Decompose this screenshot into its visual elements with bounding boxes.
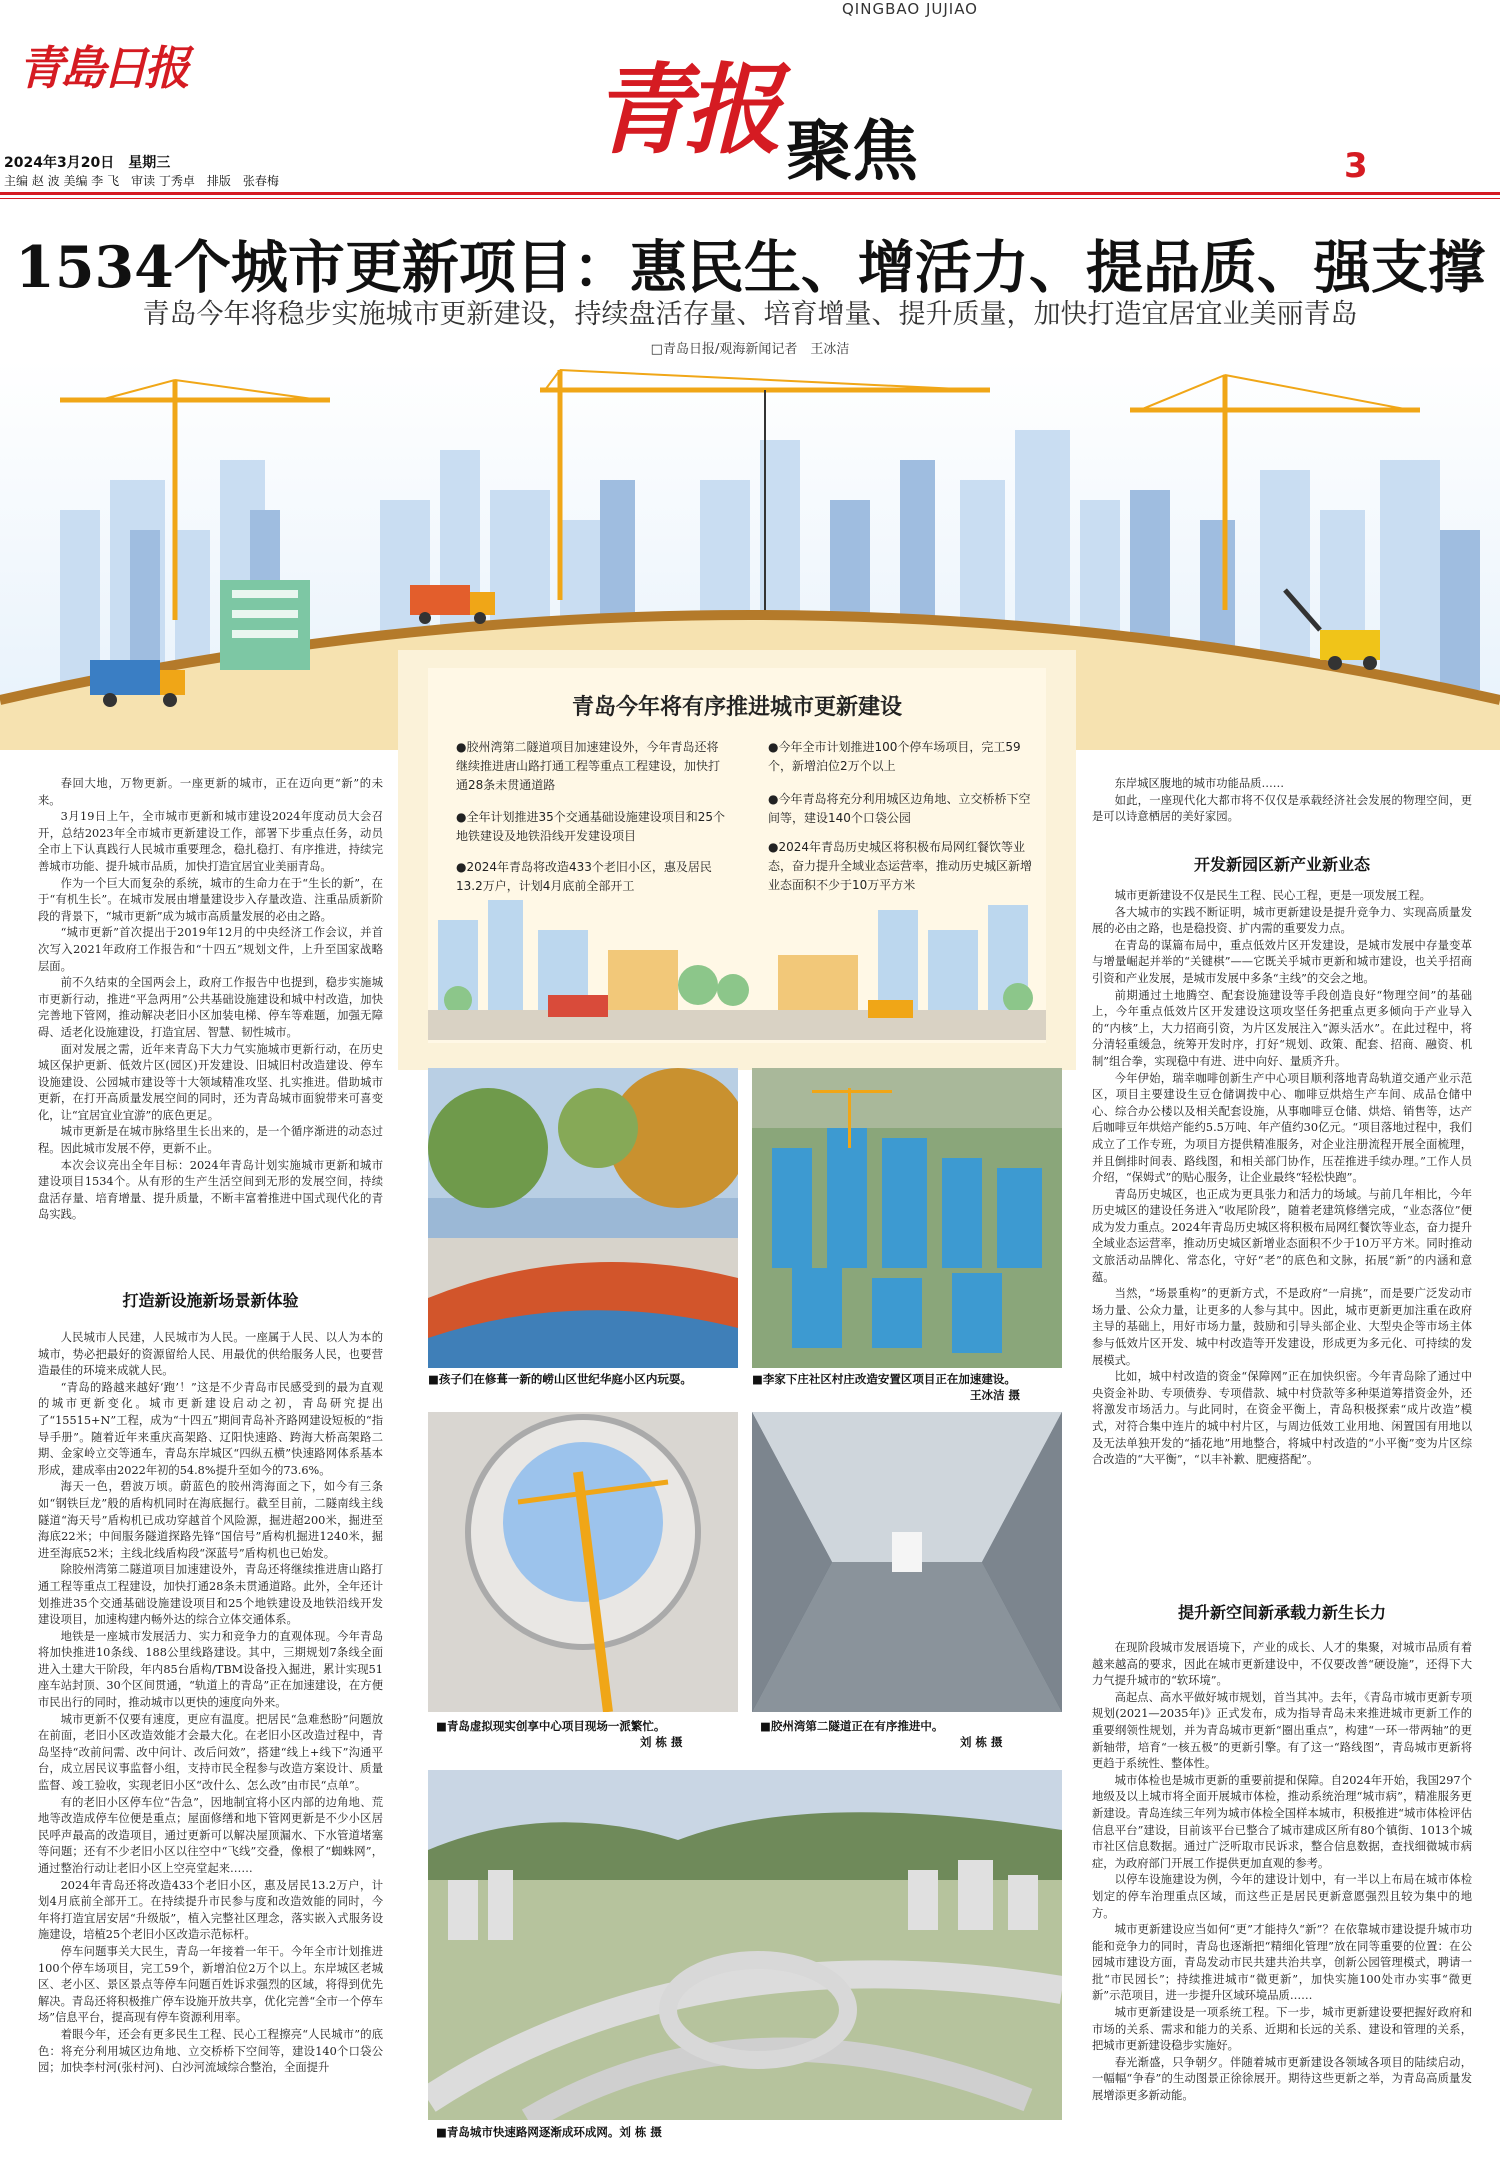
fact-left-2: ●全年计划推进35个交通基础设施建设项目和25个地铁建设及地铁沿线开发建设项目 [456, 810, 726, 843]
section-heading-3: 提升新空间新承载力新生长力 [1177, 1603, 1386, 1622]
paragraph: 停车问题事关大民生，青岛一年接着一年干。今年全市计划推进100个停车场项目，完工59个，新增泊位2万个以上。东岸城区老城区、老小区、景区景点等停车问题百姓诉求强烈的区域，将得到优先解决。青岛还将积极推广停车设施开放共享，优化完善“全市一个停车场”信息平台，提高现有停车资源利用率。 [38, 1944, 383, 2025]
header-rule-thin [0, 198, 1500, 199]
paragraph: “青岛的路越来越好‘跑’！”这是不少青岛市民感受到的最为直观的城市更新变化。城市更新建设启动之初，青岛研究提出了“15515+N”工程，成为“十四五”期间青岛补齐路网建设短板的“指导手册”。随着近年来重庆高架路、辽阳快速路、跨海大桥高架路二期、金家岭立交等通车，青岛东岸城区“四纵五横”快速路网体系基本形成，建成率由2022年初的54.8%提升至如今的73.6%。 [38, 1380, 383, 1477]
section-heading-2: 开发新园区新产业新业态 [1193, 855, 1370, 874]
paragraph: 各大城市的实践不断证明，城市更新建设是提升竞争力、实现高质量发展的必由之路，也是稳投资、扩内需的重要发力点。 [1092, 905, 1472, 936]
section-masthead-red: 青报 [592, 53, 777, 168]
article-byline: □青岛日报/观海新闻记者 王冰洁 [650, 342, 850, 357]
photo-resettlement-construction [752, 1068, 1062, 1368]
issue-date: 2024年3月20日 星期三 [4, 155, 171, 171]
paragraph: 有的老旧小区停车位“告急”，因地制宜将小区内部的边角地、荒地等改造成停车位便是重点；屋面修缮和地下管网更新是不少小区居民呼声最高的改造项目，通过更新可以解决屋顶漏水、下水管道堵塞等问题；还有不少老旧小区以往空中“飞线”交叠，像根了“蜘蛛网”，通过整治行动让老旧小区上空亮堂起来…… [38, 1795, 383, 1875]
caption-3: ■青岛虚拟现实创享中心项目现场一派繁忙。 [436, 1719, 666, 1733]
caption-3-credit: 刘 栋 摄 [640, 1735, 683, 1749]
article-headline: 1534个城市更新项目：惠民生、增活力、提品质、强支撑 [15, 234, 1485, 301]
fact-left-3: ●2024年青岛将改造433个老旧小区，惠及居民13.2万户，计划4月底前全部开工 [456, 860, 712, 893]
photo-expressway-network [428, 1770, 1062, 2120]
caption-4-credit: 刘 栋 摄 [960, 1735, 1003, 1749]
paragraph: 春回大地，万物更新。一座更新的城市，正在迈向更“新”的未来。 [38, 777, 383, 807]
page-number: 3 [1344, 146, 1368, 186]
paragraph: 前不久结束的全国两会上，政府工作报告中也提到，稳步实施城市更新行动，推进“平急两用”公共基础设施建设和城中村改造，加快完善地下管网，推动解决老旧小区加装电梯、停车等难题，加强无障碍、适老化设施建设，打造宜居、智慧、韧性城市。 [38, 976, 383, 1039]
paragraph: 城市体检也是城市更新的重要前提和保障。自2024年开始，我国297个地级及以上城市将全面开展城市体检，推动系统治理“城市病”，精准服务更新建设。青岛连续三年列为城市体检全国样本城市，积极推进“城市体检评估信息平台”建设，目前该平台已整合了城市建成区所有80个镇街、1013个城市社区信息数据。通过广泛听取市民诉求，整合信息数据，查找细微城市病症，为政府部门开展工作提供更加直观的参考。 [1092, 1773, 1472, 1870]
paragraph: 以停车设施建设为例，今年的建设计划中，有一半以上布局在城市体检划定的停车治理重点区域，而这些正是居民更新意愿强烈且较为集中的地方。 [1092, 1873, 1472, 1920]
paragraph: 城市更新建设是一项系统工程。下一步，城市更新建设要把握好政府和市场的关系、需求和能力的关系、近期和长远的关系、建设和管理的关系，把城市更新建设稳步实施好。 [1092, 2006, 1472, 2053]
paragraph: 海天一色，碧波万顷。蔚蓝色的胶州湾海面之下，如今有三条如“钢铁巨龙”般的盾构机同时在海底掘行。截至目前，二隧南线主线隧道“海天号”盾构机已成功穿越首个风险源，掘进超200米，掘进至海底22米；中间服务隧道探路先锋“国信号”盾构机掘进1240米，掘进至海底52米；主线北线盾构段“深蓝号”盾构机也已始发。 [38, 1480, 383, 1560]
paragraph: 面对发展之需，近年来青岛下大力气实施城市更新行动，在历史城区保护更新、低效片区(园区)开发建设、旧城旧村改造建设、停车设施建设、公园城市建设等十大领域精准攻坚、扎实推进。借助城市更新，在打开高质量发展空间的同时，还为青岛城市面貌带来可喜变化，让“宜居宜业宜游”的底色更足。 [38, 1042, 383, 1122]
paragraph: 城市更新不仅要有速度，更应有温度。把居民“急难愁盼”问题放在前面，老旧小区改造效能才会最大化。在老旧小区改造过程中，青岛坚持“改前问需、改中问计、改后问效”，搭建“线上+线下”沟通平台，成立居民议事监督小组，支持市民全程参与改造方案设计、质量监督、竣工验收，实现老旧小区“改什么、怎么改”由市民“点单”。 [38, 1712, 383, 1793]
column-4-mid [1092, 888, 1472, 1578]
column-1-intro [38, 776, 383, 1224]
caption-1: ■孩子们在修葺一新的崂山区世纪华庭小区内玩耍。 [428, 1372, 692, 1386]
caption-4: ■胶州湾第二隧道正在有序推进中。 [760, 1719, 944, 1733]
paragraph: 3月19日上午，全市城市更新和城市建设2024年度动员大会召开，总结2023年全市城市更新建设工作，部署下步重点任务，动员全市上下认真践行人民城市重要理念，稳扎稳打、有序推进，持续完善城市功能、提升城市品质，加快打造宜居宜业美丽青岛。 [38, 810, 383, 873]
paragraph: 城市更新建设不仅是民生工程、民心工程，更是一项发展工程。 [1114, 889, 1431, 902]
paragraph: 当然，“场景重构”的更新方式，不是政府“一肩挑”，而是要广泛发动市场力量、公众力量，让更多的人参与其中。因此，城市更新更加注重在政府主导的基础上，用好市场力量，鼓励和引导头部企业、大型央企等市场主体参与低效片区开发、城中村改造等开发建设，形成更为多元化、可持续的发展模式。 [1092, 1287, 1472, 1367]
photo-community-playground [428, 1068, 738, 1368]
paragraph: 在青岛的谋篇布局中，重点低效片区开发建设，是城市发展中存量变革与增量崛起并举的“关键棋”——它既关乎城市更新和城市建设，也关乎招商引资和产业发展，是城市发展中多条“主线”的交会之地。 [1092, 938, 1472, 985]
paragraph: “城市更新”首次提出于2019年12月的中央经济工作会议，并首次写入2021年政府工作报告和“十四五”规划文件，上升至国家战略层面。 [38, 926, 383, 973]
fact-right-2: ●今年青岛将充分利用城区边角地、立交桥桥下空间等，建设140个口袋公园 [768, 792, 1031, 825]
fact-right-1: ●今年全市计划推进100个停车场项目，完工59个，新增泊位2万个以上 [768, 740, 1021, 773]
paragraph: 青岛历史城区，也正成为更具张力和活力的场域。与前几年相比，今年历史城区的建设任务进入“收尾阶段”，随着老建筑修缮完成，“业态落位”便成为发力重点。2024年青岛历史城区将积极布局网红餐饮等业态，奋力提升全域业态运营率，推动历史城区新增业态面积不少于10万平方米。同时推动文旅活动品牌化、常态化，守好“老”的底色和文脉，拓展“新”的内涵和意蕴。 [1092, 1187, 1472, 1284]
fact-right-3: ●2024年青岛历史城区将积极布局网红餐饮等业态，奋力提升全域业态运营率，推动历史城区新增业态面积不少于10万平方米 [768, 840, 1033, 892]
infographic-title: 青岛今年将有序推进城市更新建设 [571, 694, 902, 720]
caption-5: ■青岛城市快速路网逐渐成环成网。刘 栋 摄 [436, 2125, 662, 2139]
section-pinyin: QINGBAO JUJIAO [842, 0, 978, 18]
column-1-main [38, 1330, 383, 2165]
caption-2: ■李家下庄社区村庄改造安置区项目正在加速建设。 [752, 1372, 1016, 1386]
paragraph: 人民城市人民建，人民城市为人民。一座属于人民、以人为本的城市，势必把最好的资源留给人民、用最优的供给服务人民，也要营造最佳的环境来成就人民。 [38, 1331, 383, 1378]
header-rule [0, 192, 1500, 195]
photo-jiaozhou-bay-tunnel [752, 1412, 1062, 1712]
paragraph: 地铁是一座城市发展活力、实力和竞争力的直观体现。今年青岛将加快推进10条线、188公里线路建设。其中，三期规划7条线全面进入土建大干阶段，年内85台盾构/TBM设备投入掘进，累计实现51座车站封顶、30个区间贯通，“轨道上的青岛”正在加速建设，在方便市民出行的同时，推动城市以更快的速度向外来。 [38, 1629, 383, 1710]
infographic-street-illustration [428, 900, 1046, 1040]
paragraph: 着眼今年，还会有更多民生工程、民心工程擦亮“人民城市”的底色：将充分利用城区边角地、立交桥桥下空间等，建设140个口袋公园；加快李村河(张村河)、白沙河流域综合整治，全面提升 [38, 2027, 383, 2075]
article-subhead: 青岛今年将稳步实施城市更新建设，持续盘活存量、培育增量、提升质量，加快打造宜居宜业美丽青岛 [142, 299, 1358, 330]
paragraph: 前期通过土地腾空、配套设施建设等手段创造良好“物理空间”的基础上，今年重点低效片区开发建设这项攻坚任务把重点更多倾向于产业导入的“内核”上，大力招商引资，为片区发展注入“源头活水”。在此过程中，将分清轻重缓急，统筹开发时序，打好“规划、政策、配套、招商、融资、机制”组合拳，实现稳中有进、进中向好、量质齐升。 [1092, 988, 1472, 1068]
editorial-staff: 主编 赵 波 美编 李 飞 审读 丁秀卓 排版 张春梅 [4, 174, 279, 188]
paragraph: 在现阶段城市发展语境下，产业的成长、人才的集聚，对城市品质有着越来越高的要求，因此在城市更新建设中，不仅要改善“硬设施”，还得下大力气提升城市的“软环境”。 [1092, 1641, 1472, 1688]
section-masthead-black: 聚焦 [786, 112, 918, 190]
top-bar [0, 0, 1500, 24]
newspaper-logo: 青島日报 [18, 41, 186, 95]
paragraph: 东岸城区腹地的城市功能品质…… [1114, 777, 1285, 790]
column-4-bottom [1092, 1640, 1472, 2165]
paragraph: 作为一个巨大而复杂的系统，城市的生命力在于“生长的新”，在于“有机生长”。在城市发展由增量建设步入存量改造、注重品质新阶段的背景下，“城市更新”成为城市高质量发展的必由之路。 [38, 876, 383, 923]
paragraph: 除胶州湾第二隧道项目加速建设外，青岛还将继续推进唐山路打通工程等重点工程建设，加快打通28条未贯通道路。此外，全年还计划推进35个交通基础设施建设项目和25个地铁建设及地铁沿线开发建设项目，加速构建内畅外达的综合立体交通体系。 [38, 1563, 383, 1627]
caption-2-credit: 王冰洁 摄 [970, 1388, 1021, 1402]
paragraph: 城市更新是在城市脉络里生长出来的，是一个循序渐进的动态过程。因此城市发展不停，更新不止。 [38, 1125, 383, 1156]
paragraph: 2024年青岛还将改造433个老旧小区，惠及居民13.2万户，计划4月底前全部开工。在持续提升市民参与度和改造效能的同时，今年将打造宜居安居“升级版”，植入完整社区理念，落实嵌入式服务设施建设，培植25个老旧小区改造示范标杆。 [38, 1878, 383, 1942]
photo-vr-center-site [428, 1412, 738, 1712]
paragraph: 高起点、高水平做好城市规划，首当其冲。去年，《青岛市城市更新专项规划(2021—2035年)》正式发布，成为指导青岛未来推进城市更新工作的重要纲领性规划，并为青岛城市更新“圈出重点”，构建“一环一带两轴”的更新轴带，培育“一核五极”的更新引擎。有了这一“路线图”，青岛城市更新将更趋于系统性、整体性。 [1092, 1690, 1472, 1771]
paragraph: 城市更新建设应当如何“更”才能持久“新”？在依靠城市建设提升城市功能和竞争力的同时，青岛也逐渐把“精细化管理”放在同等重要的位置：在公园城市建设方面，青岛发动市民共建共治共享，创新公园管理模式，聘请一批“市民园长”；持续推进城市“微更新”，加快实施100处市办实事“微更新”示范项目，进一步提升区域环境品质…… [1092, 1923, 1472, 2003]
paragraph: 比如，城中村改造的资金“保障网”正在加快织密。今年青岛除了通过中央资金补助、专项债券、专项借款、城中村贷款等多种渠道筹措资金外，还将激发市场活力。与此同时，在资金平衡上，青岛积极探索“成片改造”模式，对符合集中连片的城中村片区，与周边低效工业用地、闲置国有用地以及无法单独开发的“插花地”用地整合，将城中村改造的“小平衡”变为片区综合改造的“大平衡”，“以丰补歉、肥瘦搭配”。 [1092, 1370, 1472, 1467]
paragraph: 春光渐盛，只争朝夕。伴随着城市更新建设各领域各项目的陆续启动，一幅幅“争春”的生动图景正徐徐展开。期待这些更新之举，为青岛高质量发展增添更多新动能。 [1092, 2055, 1472, 2103]
section-heading-1: 打造新设施新场景新体验 [122, 1291, 299, 1310]
paragraph: 如此，一座现代化大都市将不仅仅是承载经济社会发展的物理空间，更是可以诗意栖居的美好家园。 [1092, 793, 1472, 824]
column-4-top [1092, 776, 1472, 826]
paragraph: 本次会议亮出全年目标：2024年青岛计划实施城市更新和城市建设项目1534个。从有形的生产生活空间到无形的发展空间，持续盘活存量、培育增量、提升质量，不断丰富着推进中国式现代化的青岛实践。 [38, 1158, 383, 1222]
paragraph: 今年伊始，瑞幸咖啡创新生产中心项目顺利落地青岛轨道交通产业示范区，项目主要建设生豆仓储调拨中心、咖啡豆烘焙生产车间、成品仓储中心、综合办公楼以及相关配套设施，从事咖啡豆仓储、烘焙、销售等，达产后咖啡豆年烘焙产能约5.5万吨、年产值约30亿元。“项目落地过程中，我们成立了工作专班，为项目方提供精准服务，对企业注册流程开展全面梳理，并且倒排时间表、路线图，和相关部门协作，压茬推进手续办理。”工作人员介绍，“保姆式”的贴心服务，让企业最终“轻松快跑”。 [1092, 1071, 1472, 1185]
fact-left-1: ●胶州湾第二隧道项目加速建设外，今年青岛还将继续推进唐山路打通工程等重点工程建设，加快打通28条未贯通道路 [456, 740, 721, 792]
